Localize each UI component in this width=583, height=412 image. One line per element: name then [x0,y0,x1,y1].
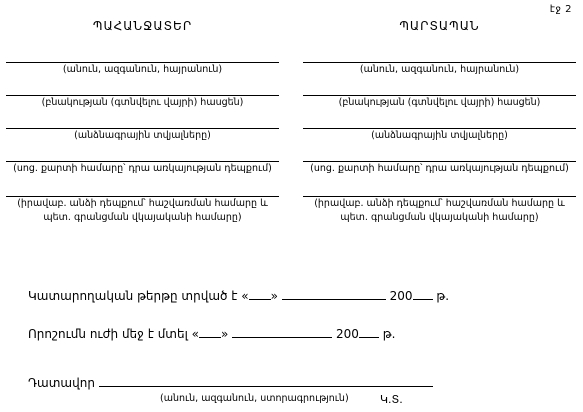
issue-year-suffix: թ. [436,289,450,303]
debtor-registration-caption: (իրավաբ. անձի դեպքում՝ հաշվառման համարը և [314,198,565,209]
judge-label: Դատավոր [28,376,95,390]
issue-month-blank[interactable] [282,287,386,300]
issue-year-blank[interactable] [413,287,433,300]
effective-year-prefix: 200 [336,327,359,341]
page-number: էջ 2 [549,4,572,15]
effective-year-blank[interactable] [359,325,379,338]
creditor-certificate-caption: պետ. գրանցման վկայականի համարը) [43,212,242,223]
effective-date-mid: » [221,327,229,341]
effective-day-blank[interactable] [199,325,221,338]
judge-signature-row [28,374,433,390]
seal-mark: Կ.Տ. [380,393,403,406]
issue-date-mid: » [270,289,278,303]
debtor-name-caption: (անուն, ազգանուն, հայրանուն) [359,64,520,75]
debtor-title: ՊԱՐՏԱՊԱՆ [399,19,480,33]
issue-date-prefix: Կատարողական թերթը տրված է « [28,289,249,303]
judge-signature-caption: (անուն, ազգանուն, ստորագրություն) [160,393,349,404]
creditor-section [6,18,279,225]
effective-date-statement [28,325,395,341]
creditor-passport-caption: (անձնագրային տվյալները) [74,130,211,141]
judge-signature-blank[interactable] [99,374,433,387]
effective-date-prefix: Որոշումն ուժի մեջ է մտել « [28,327,199,341]
effective-year-suffix: թ. [382,327,396,341]
issue-date-statement [28,287,449,303]
debtor-section [303,18,576,225]
debtor-social-card-caption: (սոց. քարտի համարը՝ դրա առկայության դեպքում) [310,163,569,174]
debtor-address-caption: (բնակության (գտնվելու վայրի) հասցեն) [338,97,541,108]
debtor-certificate-caption: պետ. գրանցման վկայականի համարը) [340,212,539,223]
issue-day-blank[interactable] [249,287,271,300]
creditor-title: ՊԱՀԱՆՋԱՏԵՐ [92,19,193,33]
issue-year-prefix: 200 [389,289,413,303]
creditor-social-card-caption: (սոց. քարտի համարը՝ դրա առկայության դեպքում) [13,163,272,174]
debtor-passport-caption: (անձնագրային տվյալները) [371,130,508,141]
creditor-name-caption: (անուն, ազգանուն, հայրանուն) [62,64,223,75]
effective-month-blank[interactable] [232,325,332,338]
creditor-address-caption: (բնակության (գտնվելու վայրի) հասցեն) [41,97,244,108]
creditor-registration-caption: (իրավաբ. անձի դեպքում՝ հաշվառման համարը և [17,198,268,209]
